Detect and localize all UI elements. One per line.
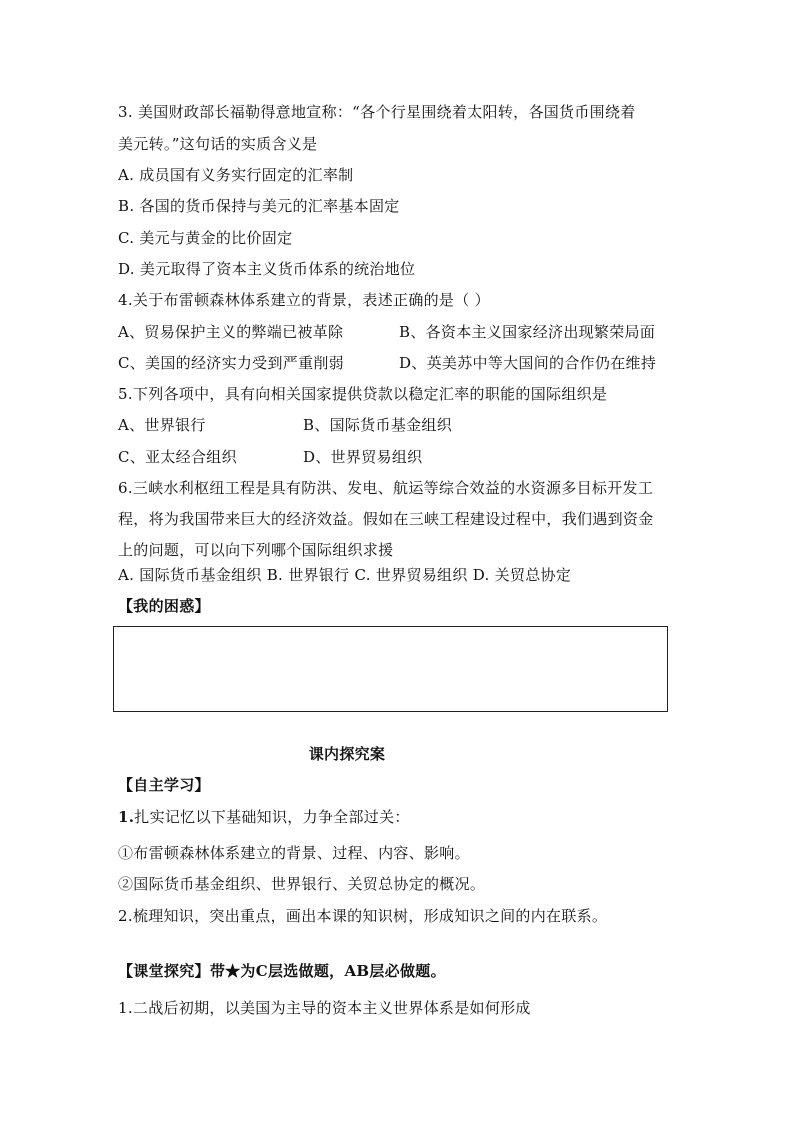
q3-option-c: C. 美元与黄金的比价固定: [118, 229, 293, 247]
q6-options: A. 国际货币基金组织 B. 世界银行 C. 世界贸易组织 D. 关贸总协定: [118, 566, 572, 584]
q6-stem-line3: 上的问题，可以向下列哪个国际组织求援: [118, 541, 394, 559]
q3-option-b: B. 各国的货币保持与美元的汇率基本固定: [118, 197, 400, 215]
q4-option-d: D、英美苏中等大国间的合作仍在维持: [399, 354, 657, 372]
q4-option-b: B、各资本主义国家经济出现繁荣局面: [399, 323, 656, 341]
self-study-item-1: [118, 807, 410, 827]
q3-stem-line2: 美元转。”这句话的实质含义是: [118, 135, 318, 153]
class-explore-heading: 【课堂探究】: [118, 962, 210, 980]
class-explore-line: [118, 961, 446, 981]
class-explore-q1: 1.二战后初期，以美国为主导的资本主义世界体系是如何形成: [118, 999, 531, 1017]
q5-option-a: A、世界银行: [118, 416, 206, 434]
q3-option-d: D. 美元取得了资本主义货币体系的统治地位: [118, 260, 416, 278]
q3-stem-line1: 3. 美国财政部长福勒得意地宣称：“各个行星围绕着太阳转，各国货币围绕着: [118, 103, 636, 121]
confusion-answer-box[interactable]: [113, 626, 668, 712]
q4-option-c: C、美国的经济实力受到严重削弱: [118, 354, 344, 372]
q5-option-c: C、亚太经合组织: [118, 448, 237, 466]
class-explore-note: 带★为C层选做题，AB层必做题。: [209, 962, 446, 980]
self-study-sub-1: ①布雷顿森林体系建立的背景、过程、内容、影响。: [118, 844, 470, 862]
q4-stem: 4.关于布雷顿森林体系建立的背景，表述正确的是（ ）: [118, 291, 490, 309]
q6-stem-line1: 6.三峡水利枢纽工程是具有防洪、发电、航运等综合效益的水资源多目标开发工: [118, 479, 654, 497]
self-study-item-2: 2.梳理知识，突出重点，画出本课的知识树，形成知识之间的内在联系。: [118, 907, 608, 925]
q5-option-d: D、世界贸易组织: [303, 448, 423, 466]
self-study-item-1-text: 扎实记忆以下基础知识，力争全部过关：: [134, 808, 410, 826]
self-study-heading: 【自主学习】: [118, 776, 210, 794]
q4-option-a: A、贸易保护主义的弊端已被革除: [118, 323, 344, 341]
q3-option-a: A. 成员国有义务实行固定的汇率制: [118, 166, 354, 184]
q5-option-b: B、国际货币基金组织: [303, 416, 453, 434]
section-title: 课内探究案: [308, 745, 386, 763]
q6-stem-line2: 程，将为我国带来巨大的经济效益。假如在三峡工程建设过程中，我们遇到资金: [118, 510, 654, 528]
q5-stem: 5.下列各项中，具有向相关国家提供贷款以稳定汇率的职能的国际组织是: [118, 385, 608, 403]
self-study-item-1-number: 1.: [118, 808, 135, 826]
confusion-heading: 【我的困惑】: [118, 597, 210, 615]
self-study-sub-2: ②国际货币基金组织、世界银行、关贸总协定的概况。: [118, 875, 486, 893]
